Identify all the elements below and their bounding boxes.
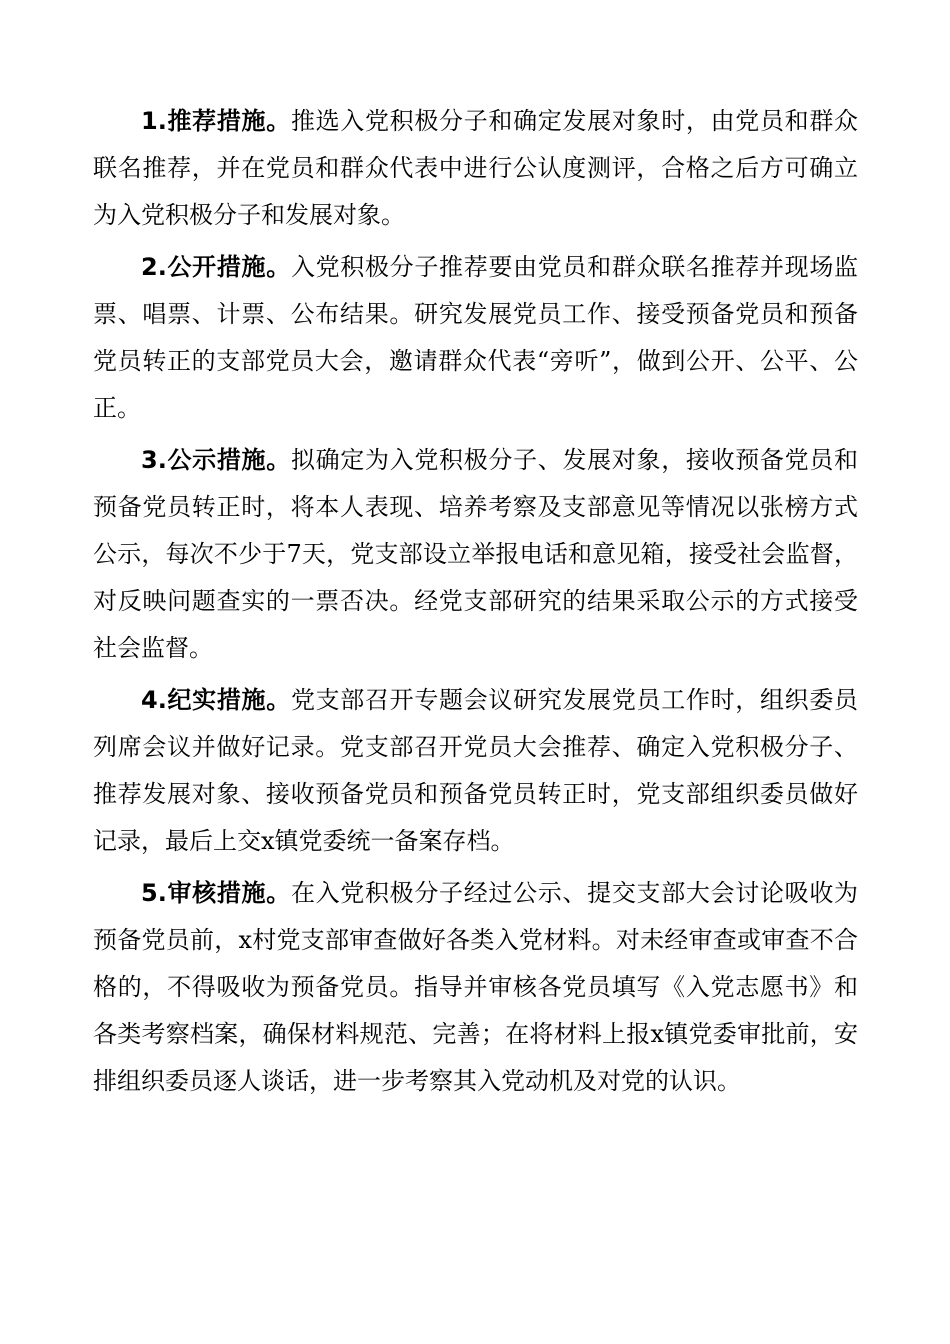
- paragraph-heading: 1.推荐措施。: [141, 107, 291, 135]
- paragraph-review: [93, 870, 858, 1105]
- paragraph-heading: 2.公开措施。: [141, 253, 291, 281]
- paragraph-openness: [93, 244, 858, 432]
- paragraph-heading: 4.纪实措施。: [141, 686, 291, 714]
- paragraph-text: 在入党积极分子经过公示、提交支部大会讨论吸收为预备党员前，x村党支部审查做好各类入党材料。对未经审查或审查不合格的，不得吸收为预备党员。指导并审核各党员填写《入党志愿书》和各类考察档案，确保材料规范、完善；在将材料上报x镇党委审批前，安排组织委员逐人谈话，进一步考察其入党动机及对党的认识。: [93, 879, 858, 1095]
- document-body: [93, 98, 858, 1110]
- paragraph-text: 入党积极分子推荐要由党员和群众联名推荐并现场监票、唱票、计票、公布结果。研究发展党员工作、接受预备党员和预备党员转正的支部党员大会，邀请群众代表“旁听”，做到公开、公平、公正。: [93, 253, 858, 422]
- paragraph-record: [93, 677, 858, 865]
- paragraph-publicity: [93, 437, 858, 672]
- paragraph-heading: 5.审核措施。: [141, 879, 291, 907]
- paragraph-text: 推选入党积极分子和确定发展对象时，由党员和群众联名推荐，并在党员和群众代表中进行公认度测评，合格之后方可确立为入党积极分子和发展对象。: [93, 107, 858, 229]
- paragraph-recommendation: [93, 98, 858, 239]
- paragraph-text: 党支部召开专题会议研究发展党员工作时，组织委员列席会议并做好记录。党支部召开党员大会推荐、确定入党积极分子、推荐发展对象、接收预备党员和预备党员转正时，党支部组织委员做好记录，最后上交x镇党委统一备案存档。: [93, 686, 858, 855]
- paragraph-heading: 3.公示措施。: [141, 446, 291, 474]
- paragraph-text: 拟确定为入党积极分子、发展对象，接收预备党员和预备党员转正时，将本人表现、培养考察及支部意见等情况以张榜方式公示，每次不少于7天，党支部设立举报电话和意见箱，接受社会监督，对反映问题查实的一票否决。经党支部研究的结果采取公示的方式接受社会监督。: [93, 446, 858, 662]
